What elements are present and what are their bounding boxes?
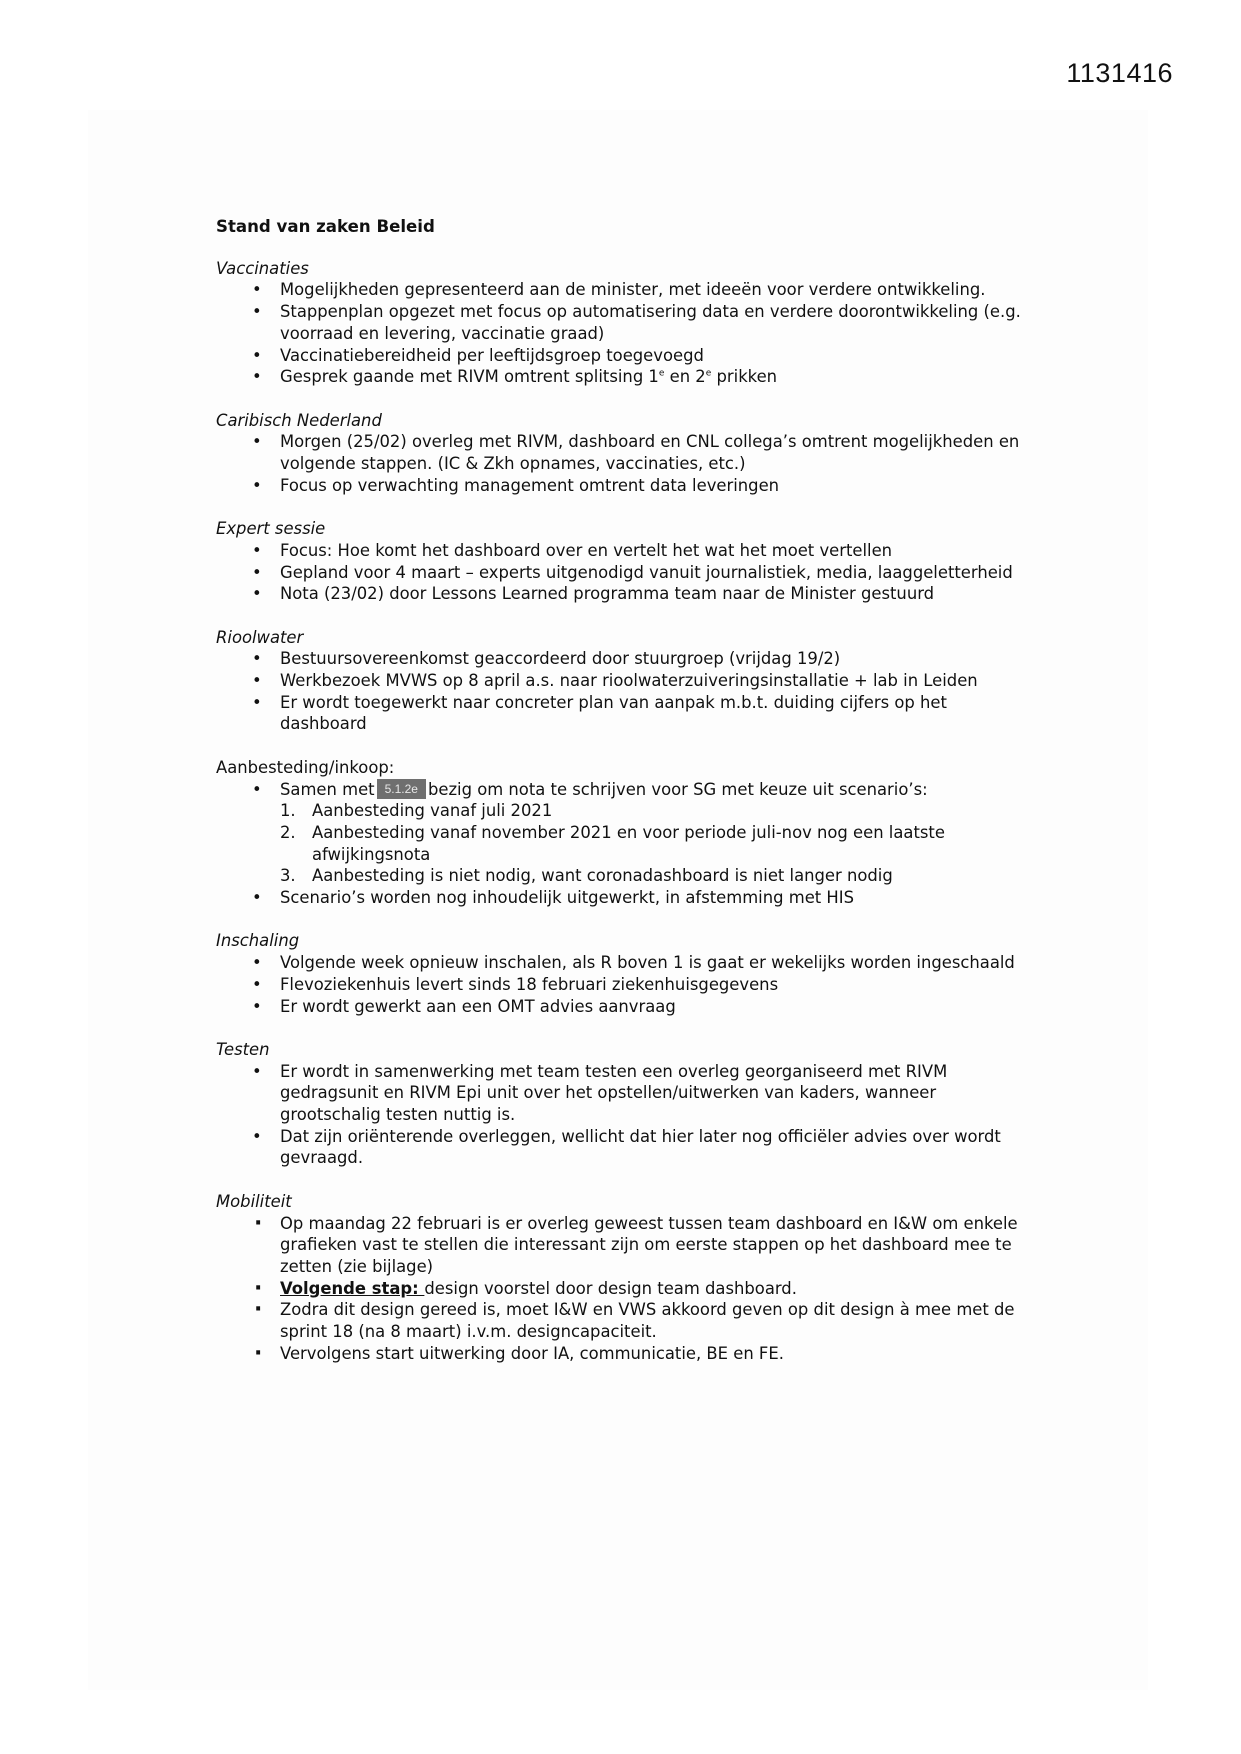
- numbered-item: [216, 800, 1036, 822]
- bullet-list: [216, 279, 1036, 388]
- list-item: • Werkbezoek MVWS op 8 april a.s. naar rioolwaterzuiveringsinstallatie + lab in Leiden: [216, 670, 1036, 692]
- list-item: · Zodra dit design gereed is, moet I&W en VWS akkoord geven op dit design à mee met de sprint 18 (na 8 maart) i.v.m. designcapaciteit.: [216, 1299, 1036, 1342]
- list-item: [216, 779, 1036, 801]
- list-item: • Er wordt gewerkt aan een OMT advies aanvraag: [216, 996, 1036, 1018]
- section-heading: Aanbesteding/inkoop:: [216, 757, 395, 777]
- list-item: · Op maandag 22 februari is er overleg geweest tussen team dashboard en I&W om enkele grafieken vast te stellen die interessant zijn om eerste stappen op het dashboard mee te zetten (zie bijlage): [216, 1213, 1036, 1278]
- list-item: • Morgen (25/02) overleg met RIVM, dashboard en CNL collega’s omtrent mogelijkheden en volgende stappen. (IC & Zkh opnames, vaccinaties, etc.): [216, 431, 1036, 474]
- bullet-list: [216, 540, 1036, 605]
- bullet-list: [216, 1213, 1036, 1365]
- document-id: 1131416: [1066, 58, 1173, 88]
- item-text: Aanbesteding vanaf juli 2021: [312, 801, 553, 821]
- list-item: • Volgende week opnieuw inschalen, als R boven 1 is gaat er wekelijks worden ingeschaald: [216, 952, 1036, 974]
- text-segment: prikken: [711, 367, 778, 387]
- list-item: • Stappenplan opgezet met focus op automatisering data en verdere doorontwikkeling (e.g. voorraad en levering, vaccinatie graad): [216, 301, 1036, 344]
- section-testen: [216, 1039, 1036, 1169]
- list-item: [216, 366, 1036, 388]
- bullet-list: [216, 952, 1036, 1017]
- list-item: • Dat zijn oriënterende overleggen, wellicht dat hier later nog officiëler advies over wordt gevraagd.: [216, 1126, 1036, 1169]
- section-heading: Caribisch Nederland: [216, 410, 382, 430]
- text-segment: Samen met: [280, 779, 375, 799]
- text-segment: en 2: [664, 367, 706, 387]
- text-segment: bezig om nota te schrijven voor SG met keuze uit scenario’s:: [427, 779, 928, 799]
- list-item: • Scenario’s worden nog inhoudelijk uitgewerkt, in afstemming met HIS: [216, 887, 1036, 909]
- section-aanbesteding: [216, 757, 1036, 909]
- section-heading: Rioolwater: [216, 627, 304, 647]
- emphasis-label: Volgende stap:: [280, 1278, 425, 1298]
- list-item: [216, 1278, 1036, 1300]
- bullet-list: [216, 431, 1036, 496]
- list-item: • Flevoziekenhuis levert sinds 18 februari ziekenhuisgegevens: [216, 974, 1036, 996]
- list-item: • Er wordt toegewerkt naar concreter plan van aanpak m.b.t. duiding cijfers op het dashboard: [216, 692, 1036, 735]
- document-title: Stand van zaken Beleid: [216, 217, 435, 236]
- redaction-box: 5.1.2e: [377, 779, 426, 799]
- list-item: • Bestuursovereenkomst geaccordeerd door stuurgroep (vrijdag 19/2): [216, 648, 1036, 670]
- item-text: Aanbesteding vanaf november 2021 en voor periode juli-nov nog een laatste afwijkingsnota: [312, 822, 945, 864]
- section-heading: Testen: [216, 1039, 270, 1059]
- superscript: e: [658, 368, 665, 379]
- item-text: Aanbesteding is niet nodig, want coronadashboard is niet langer nodig: [312, 866, 893, 886]
- section-vaccinaties: [216, 258, 1036, 388]
- text-segment: Gesprek gaande met RIVM omtrent splitsing 1: [280, 367, 659, 387]
- numbered-list: [216, 800, 1036, 887]
- item-number: 1.: [280, 801, 296, 821]
- bullet-list: [216, 779, 1036, 801]
- list-item: • Er wordt in samenwerking met team testen een overleg georganiseerd met RIVM gedragsunit en RIVM Epi unit over het opstellen/uitwerken van kaders, wanneer grootschalig testen nuttig is.: [216, 1061, 1036, 1126]
- section-heading: Inschaling: [216, 931, 300, 951]
- list-item: • Focus op verwachting management omtrent data leveringen: [216, 475, 1036, 497]
- section-heading: Vaccinaties: [216, 258, 309, 278]
- section-expert-sessie: [216, 518, 1036, 605]
- superscript: e: [705, 368, 712, 379]
- section-mobiliteit: [216, 1191, 1036, 1365]
- section-rioolwater: [216, 627, 1036, 736]
- list-item: • Nota (23/02) door Lessons Learned programma team naar de Minister gestuurd: [216, 583, 1036, 605]
- list-item: • Gepland voor 4 maart – experts uitgenodigd vanuit journalistiek, media, laaggeletterheid: [216, 562, 1036, 584]
- list-item: · Vervolgens start uitwerking door IA, communicatie, BE en FE.: [216, 1343, 1036, 1365]
- list-item: • Mogelijkheden gepresenteerd aan de minister, met ideeën voor verdere ontwikkeling.: [216, 279, 1036, 301]
- text-segment: design voorstel door design team dashboard.: [424, 1278, 797, 1298]
- document-body: [216, 216, 1036, 1386]
- bullet-list: [216, 887, 1036, 909]
- bullet-list: [216, 1061, 1036, 1170]
- section-heading: Mobiliteit: [216, 1191, 292, 1211]
- list-item: • Focus: Hoe komt het dashboard over en vertelt het wat het moet vertellen: [216, 540, 1036, 562]
- list-item: • Vaccinatiebereidheid per leeftijdsgroep toegevoegd: [216, 345, 1036, 367]
- item-number: 3.: [280, 866, 296, 886]
- section-caribisch-nederland: [216, 410, 1036, 497]
- numbered-item: [216, 822, 1036, 865]
- section-heading: Expert sessie: [216, 519, 326, 539]
- item-number: 2.: [280, 822, 296, 842]
- section-inschaling: [216, 930, 1036, 1017]
- bullet-list: [216, 648, 1036, 735]
- numbered-item: [216, 865, 1036, 887]
